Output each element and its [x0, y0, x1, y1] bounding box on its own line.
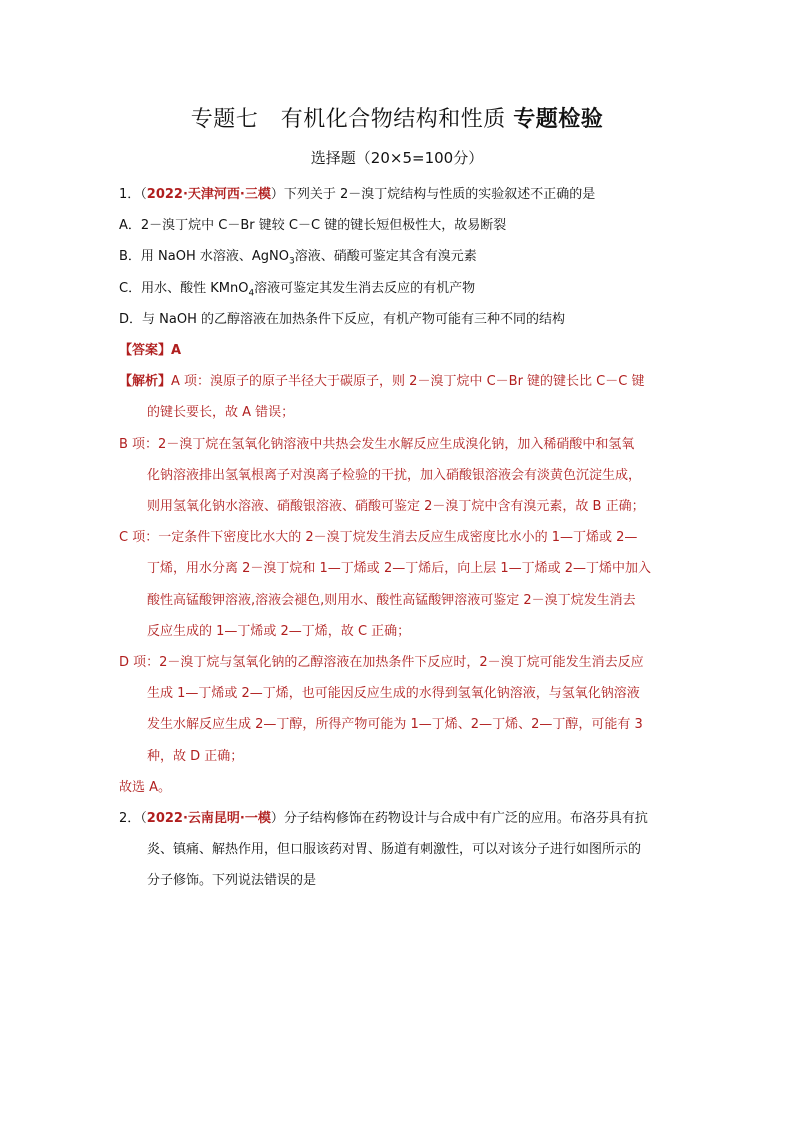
- analysis-c-line-2: 丁烯，用水分离 2－溴丁烷和 1—丁烯或 2—丁烯后，向上层 1—丁烯或 2—丁烯中加入: [147, 561, 652, 576]
- question-2-line-2: 炎、镇痛、解热作用，但口服该药对胃、肠道有刺激性，可以对该分子进行如图所示的: [147, 842, 642, 857]
- section-subtitle: 选择题（20×5=100分）: [310, 149, 484, 167]
- question-source: 2022·天津河西·三模: [146, 187, 271, 202]
- question-2-stem: 2．（2022·云南昆明·一模）分子结构修饰在药物设计与合成中有广泛的应用。布洛芬具有抗: [119, 811, 648, 826]
- analysis-b-line-1: B 项：2－溴丁烷在氢氧化钠溶液中共热会发生水解反应生成溴化钠，加入稀硝酸中和氢氧: [119, 437, 635, 452]
- analysis-d-line-1: D 项：2－溴丁烷与氢氧化钠的乙醇溶液在加热条件下反应时，2－溴丁烷可能发生消去反应: [119, 655, 644, 670]
- question-2-line-3: 分子修饰。下列说法错误的是: [147, 873, 317, 888]
- analysis-a-line-1: 【解析】A 项：溴原子的原子半径大于碳原子，则 2－溴丁烷中 C－Br 键的键长比 C－C 键: [119, 374, 645, 389]
- title-tail: 专题检验: [513, 107, 604, 132]
- conclusion-line: 故选 A。: [119, 780, 172, 795]
- analysis-d-line-2: 生成 1—丁烯或 2—丁烯，也可能因反应生成的水得到氢氧化钠溶液，与氢氧化钠溶液: [147, 686, 640, 701]
- answer-value: A: [171, 343, 182, 358]
- analysis-b-line-2: 化钠溶液排出氢氧根离子对溴离子检验的干扰，加入硝酸银溶液会有淡黄色沉淀生成，: [147, 468, 642, 483]
- question-text: 下列关于 2－溴丁烷结构与性质的实验叙述不正确的是: [283, 187, 596, 202]
- option-b: B．用 NaOH 水溶液、AgNO$_3$溶液、硝酸可鉴定其含有溴元素: [119, 249, 477, 267]
- question-text: 分子结构修饰在药物设计与合成中有广泛的应用。布洛芬具有抗: [283, 811, 648, 826]
- question-number: 2．: [119, 811, 141, 826]
- title-main: 专题七 有机化合物结构和性质: [190, 107, 506, 132]
- answer-line: [119, 342, 181, 360]
- question-source: 2022·云南昆明·一模: [146, 811, 271, 826]
- option-d: D．与 NaOH 的乙醇溶液在加热条件下反应，有机产物可能有三种不同的结构: [119, 312, 565, 327]
- option-a: A．2－溴丁烷中 C－Br 键较 C－C 键的键长短但极性大，故易断裂: [119, 218, 507, 233]
- analysis-a-line-2: 的键长要长，故 A 错误；: [147, 405, 295, 420]
- page-title: [0, 102, 794, 133]
- answer-label: 【答案】: [119, 343, 172, 358]
- analysis-d-line-4: 种，故 D 正确；: [147, 749, 244, 764]
- analysis-c-line-3: 酸性高锰酸钾溶液,溶液会褪色,则用水、酸性高锰酸钾溶液可鉴定 2－溴丁烷发生消去: [147, 593, 636, 608]
- question-number: 1．: [119, 187, 141, 202]
- analysis-label: 【解析】: [119, 374, 172, 389]
- option-c: C．用水、酸性 KMnO$_4$溶液可鉴定其发生消去反应的有机产物: [119, 281, 476, 299]
- analysis-c-line-4: 反应生成的 1—丁烯或 2—丁烯，故 C 正确；: [147, 624, 411, 639]
- analysis-c-line-1: C 项：一定条件下密度比水大的 2－溴丁烷发生消去反应生成密度比水小的 1—丁烯或 2—: [119, 530, 638, 545]
- analysis-d-line-3: 发生水解反应生成 2—丁醇，所得产物可能为 1—丁烯、2—丁烯、2—丁醇，可能有 3: [147, 717, 643, 732]
- question-1-stem: 1．（2022·天津河西·三模）下列关于 2－溴丁烷结构与性质的实验叙述不正确的是: [119, 187, 596, 202]
- analysis-b-line-3: 则用氢氧化钠水溶液、硝酸银溶液、硝酸可鉴定 2－溴丁烷中含有溴元素，故 B 正确；: [147, 499, 645, 514]
